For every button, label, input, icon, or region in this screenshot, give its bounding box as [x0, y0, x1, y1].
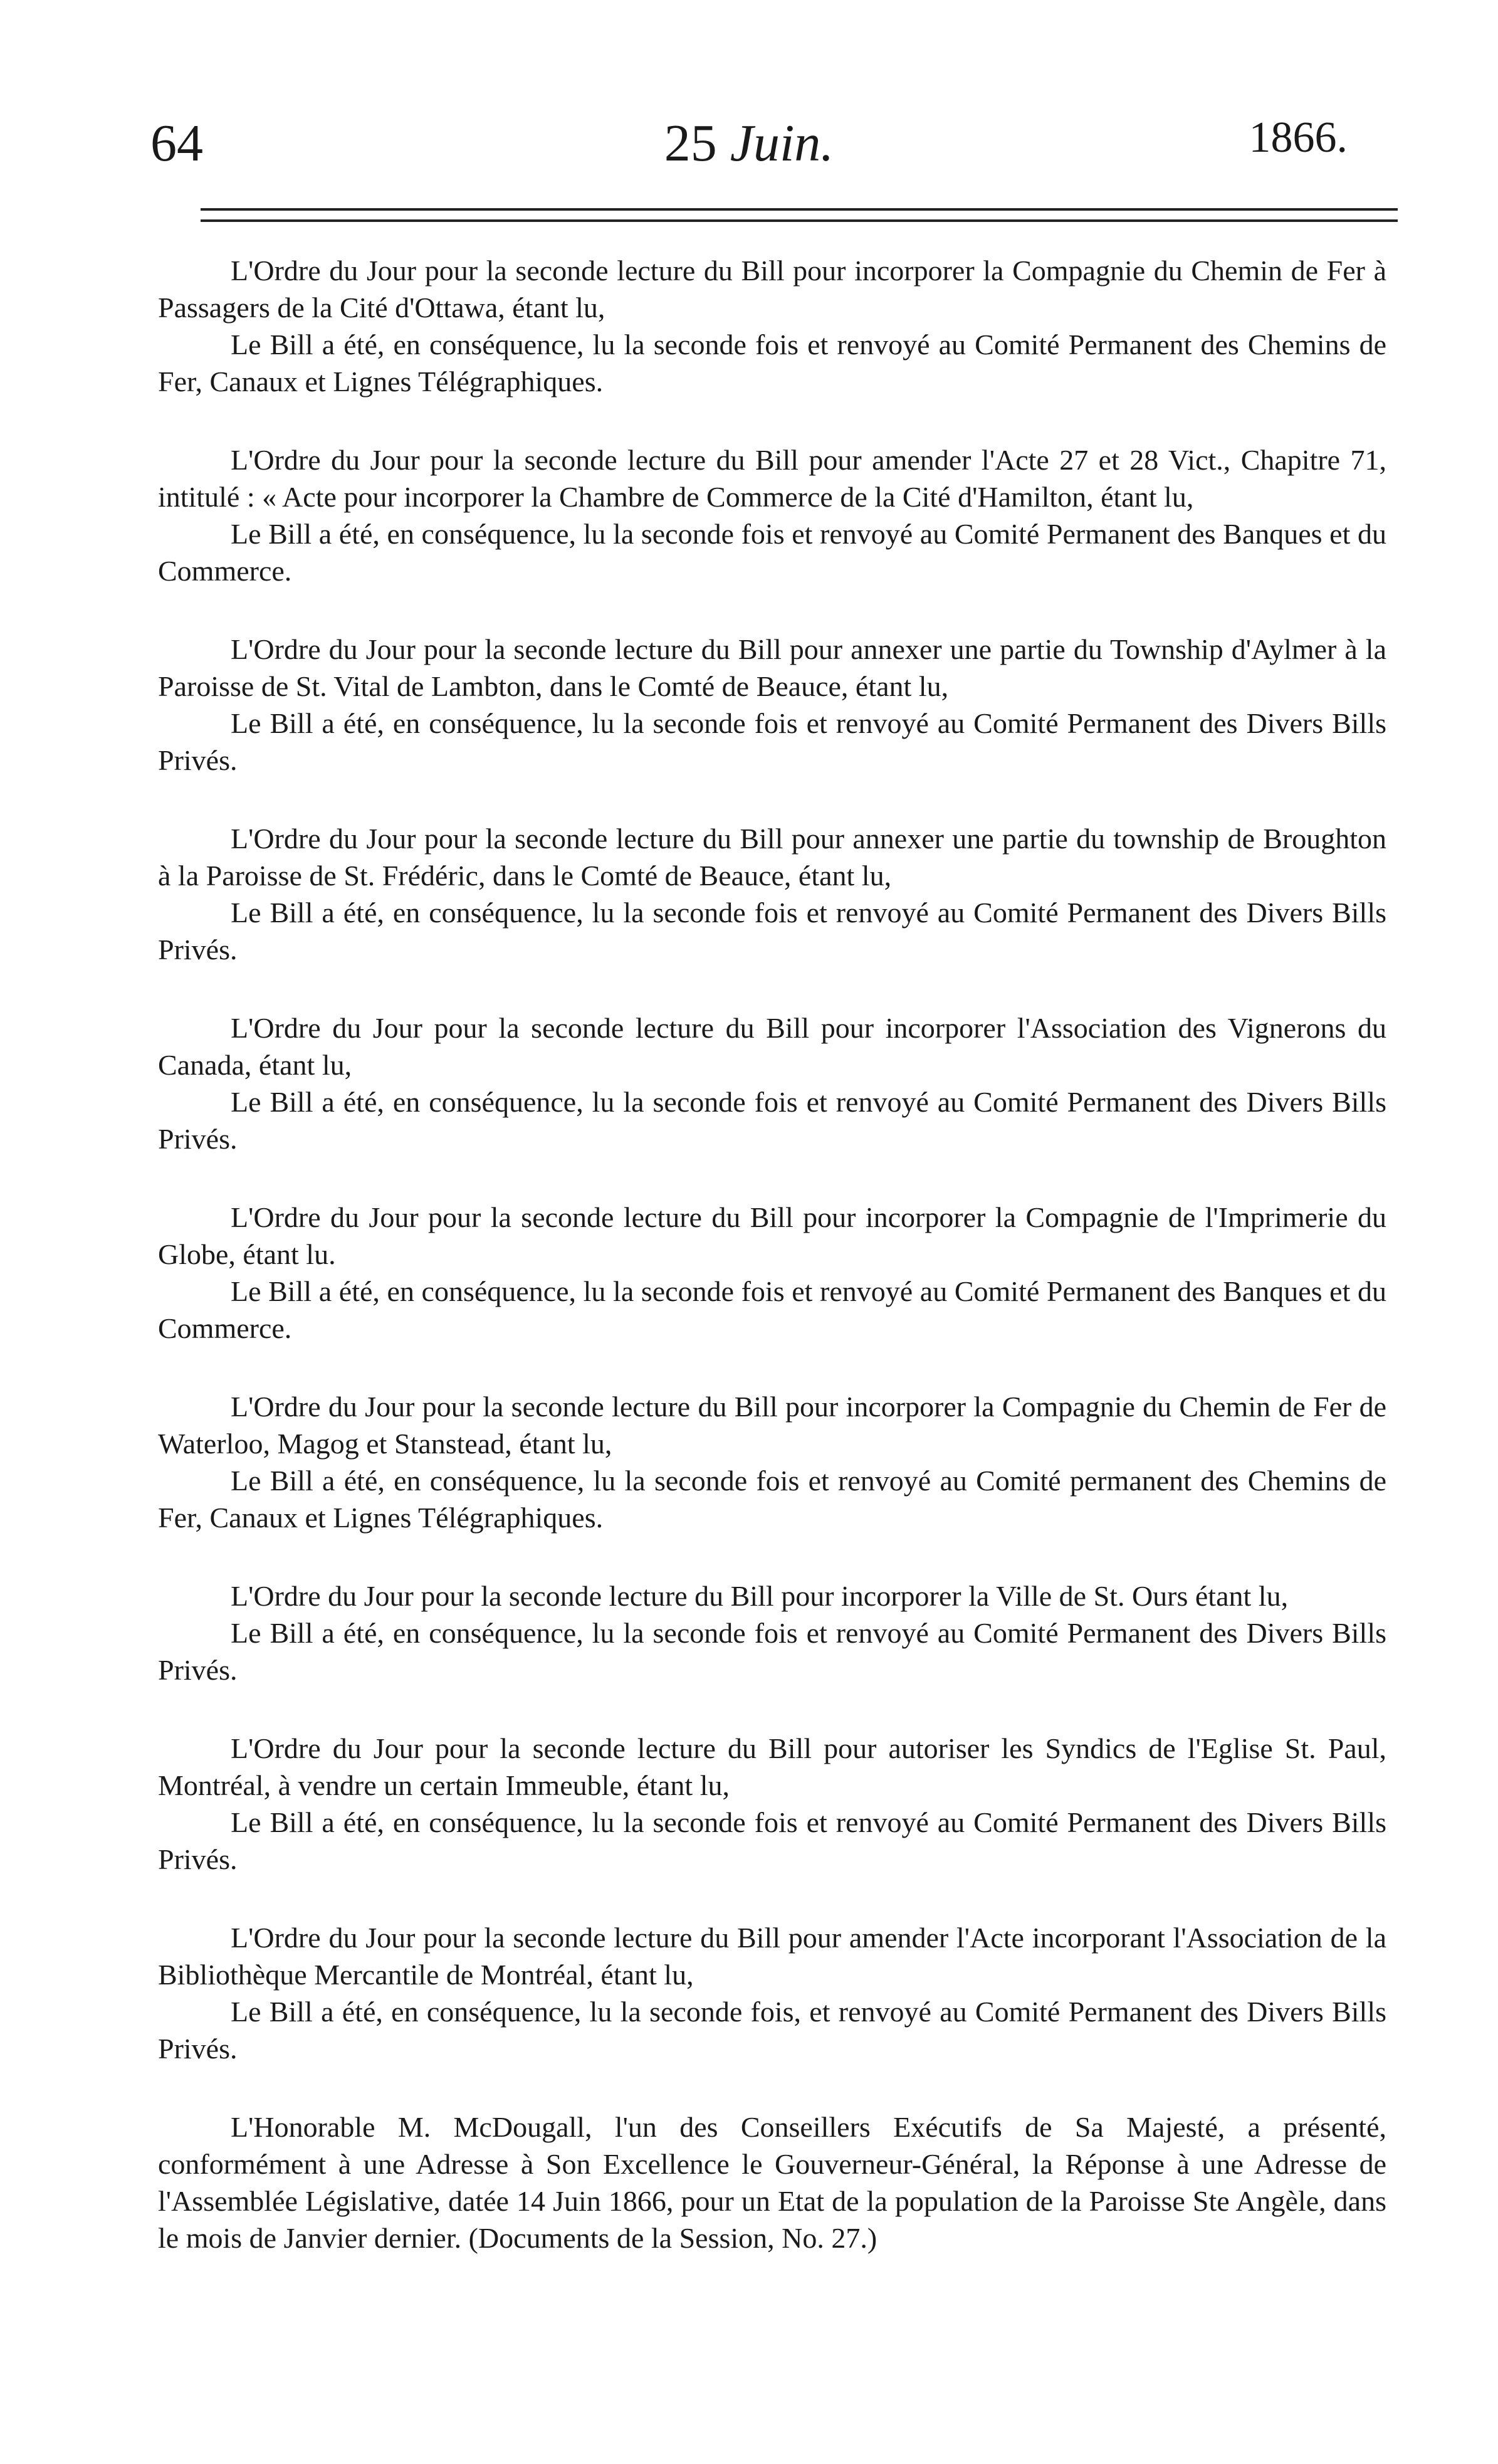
entry: [158, 1009, 1386, 1157]
entry: [158, 252, 1386, 400]
entry: [158, 820, 1386, 968]
entry: [158, 1730, 1386, 1878]
entry: [158, 1388, 1386, 1536]
entry: [158, 631, 1386, 779]
entry-order-line: L'Ordre du Jour pour la seconde lecture du Bill pour incorporer la Compagnie du Chemin de Fer à Passagers de la Cité d'Ottawa, étant lu,: [158, 255, 1386, 324]
entry-order-line: L'Ordre du Jour pour la seconde lecture du Bill pour autoriser les Syndics de l'Eglise St. Paul, Montréal, à vendre un certain Immeuble, étant lu,: [158, 1732, 1386, 1801]
final-paragraph-text: L'Honorable M. McDougall, l'un des Conseillers Exécutifs de Sa Majesté, a présenté, conformément à une Adresse à Son Excellence le Gouverneur-Général, la Réponse à une Adresse de l'Assemblée Législative, datée 14 Juin 1866, pour un Etat de la population de la Paroisse Ste Angèle, dans le mois de Janvier dernier. (Documents de la Session, No. 27.): [158, 2111, 1386, 2254]
page-date: [150, 113, 1348, 174]
entry-result-line: Le Bill a été, en conséquence, lu la seconde fois, et renvoyé au Comité Permanent des Divers Bills Privés.: [158, 1996, 1386, 2065]
page-body: [158, 252, 1386, 2298]
final-paragraph: [158, 2109, 1386, 2256]
entry-order-line: L'Ordre du Jour pour la seconde lecture du Bill pour incorporer la Ville de St. Ours étant lu,: [231, 1580, 1289, 1612]
entry-result-line: Le Bill a été, en conséquence, lu la seconde fois et renvoyé au Comité permanent des Chemins de Fer, Canaux et Lignes Télégraphiques.: [158, 1465, 1386, 1534]
entry: [158, 441, 1386, 589]
entry-order-line: L'Ordre du Jour pour la seconde lecture du Bill pour amender l'Acte 27 et 28 Vict., Chapitre 71, intitulé : « Acte pour incorporer la Chambre de Commerce de la Cité d'Hamilton, étant lu,: [158, 444, 1386, 513]
page-number: 64: [150, 114, 203, 172]
entry-result-line: Le Bill a été, en conséquence, lu la seconde fois et renvoyé au Comité Permanent des Divers Bills Privés.: [158, 1617, 1386, 1686]
entry-result-line: Le Bill a été, en conséquence, lu la seconde fois et renvoyé au Comité Permanent des Chemins de Fer, Canaux et Lignes Télégraphiques.: [158, 329, 1386, 398]
page-header: [150, 113, 1348, 188]
date-day: 25: [664, 114, 717, 172]
entry-result-line: Le Bill a été, en conséquence, lu la seconde fois et renvoyé au Comité Permanent des Banques et du Commerce.: [158, 518, 1386, 587]
entry-order-line: L'Ordre du Jour pour la seconde lecture du Bill pour incorporer l'Association des Vignerons du Canada, étant lu,: [158, 1012, 1386, 1081]
entry-result-line: Le Bill a été, en conséquence, lu la seconde fois et renvoyé au Comité Permanent des Divers Bills Privés.: [158, 1086, 1386, 1155]
entry-order-line: L'Ordre du Jour pour la seconde lecture du Bill pour incorporer la Compagnie du Chemin de Fer de Waterloo, Magog et Stanstead, étant lu,: [158, 1391, 1386, 1460]
entry: [158, 1919, 1386, 2067]
entry-result-line: Le Bill a été, en conséquence, lu la seconde fois et renvoyé au Comité Permanent des Divers Bills Privés.: [158, 707, 1386, 776]
entry-result-line: Le Bill a été, en conséquence, lu la seconde fois et renvoyé au Comité Permanent des Divers Bills Privés.: [158, 1806, 1386, 1875]
entry-order-line: L'Ordre du Jour pour la seconde lecture du Bill pour annexer une partie du Township d'Aylmer à la Paroisse de St. Vital de Lambton, dans le Comté de Beauce, étant lu,: [158, 633, 1386, 702]
page-year: 1866.: [1249, 113, 1348, 162]
entry: [158, 1577, 1386, 1688]
header-rule: [201, 208, 1398, 211]
entry-result-line: Le Bill a été, en conséquence, lu la seconde fois et renvoyé au Comité Permanent des Banques et du Commerce.: [158, 1275, 1386, 1344]
header-rule: [201, 219, 1398, 222]
entry-order-line: L'Ordre du Jour pour la seconde lecture du Bill pour annexer une partie du township de Broughton à la Paroisse de St. Frédéric, dans le Comté de Beauce, étant lu,: [158, 823, 1386, 892]
date-month: Juin.: [730, 114, 834, 172]
entry: [158, 1199, 1386, 1347]
entry-order-line: L'Ordre du Jour pour la seconde lecture du Bill pour incorporer la Compagnie de l'Imprimerie du Globe, étant lu.: [158, 1201, 1386, 1270]
entry-result-line: Le Bill a été, en conséquence, lu la seconde fois et renvoyé au Comité Permanent des Divers Bills Privés.: [158, 897, 1386, 966]
entry-order-line: L'Ordre du Jour pour la seconde lecture du Bill pour amender l'Acte incorporant l'Association de la Bibliothèque Mercantile de Montréal, étant lu,: [158, 1922, 1386, 1991]
